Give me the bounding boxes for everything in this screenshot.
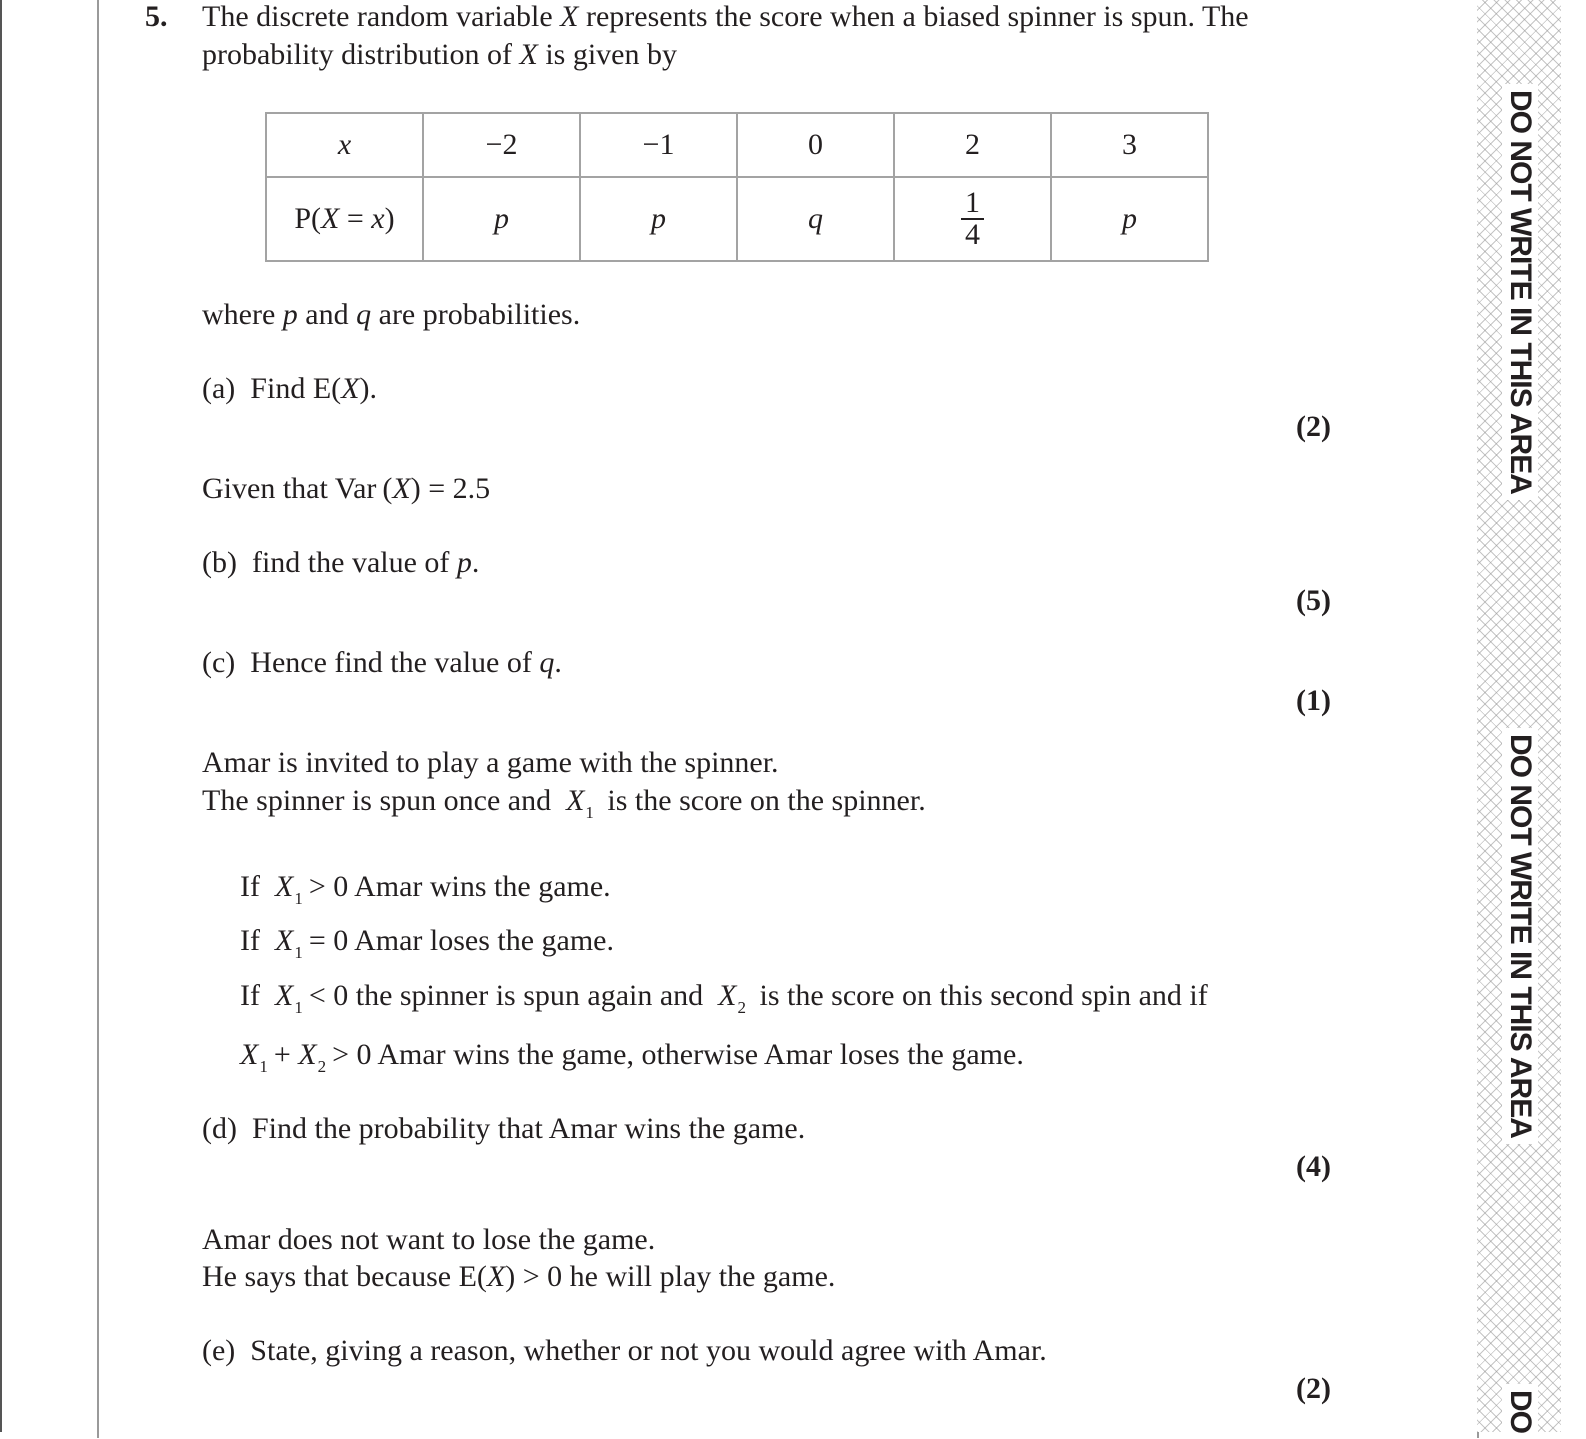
part-c: (c) Hence find the value of q. [202,646,562,679]
probability-table [265,112,1209,262]
amar-line2: He says that because E(X) > 0 he will play the game. [202,1260,836,1293]
table-header-prob: P(X = x) [266,177,423,261]
part-c-marks: (1) [1296,684,1331,717]
table-header-x: x [266,113,423,177]
question-intro-line1: The discrete random variable X represents the score when a biased spinner is spun. The [202,0,1249,33]
part-a-marks: (2) [1296,410,1331,443]
part-b: (b) find the value of p. [202,546,480,579]
game-rule-2: If $X_1 = 0$ Amar loses the game. [240,924,614,962]
table-cell: −2 [423,113,580,177]
part-a: (a) Find E(X). [202,372,377,405]
do-not-write-label: DO NOT WRITE IN THIS AREA [1502,84,1538,500]
fraction-one-quarter: $\frac{1}{4}$ [961,188,984,250]
amar-line1: Amar does not want to lose the game. [202,1223,656,1256]
table-cell: 2 [894,113,1051,177]
do-not-write-label: DO [1502,1384,1538,1439]
do-not-write-label: DO NOT WRITE IN THIS AREA [1502,728,1538,1144]
table-cell: p [1051,177,1208,261]
game-intro-line1: Amar is invited to play a game with the spinner. [202,746,779,779]
table-cell: q [737,177,894,261]
part-d-marks: (4) [1296,1150,1331,1183]
table-cell [894,177,1051,261]
part-b-marks: (5) [1296,584,1331,617]
part-e-marks: (2) [1296,1372,1331,1405]
table-cell: −1 [580,113,737,177]
table-cell: 3 [1051,113,1208,177]
part-d: (d) Find the probability that Amar wins the game. [202,1112,806,1145]
question-intro-line2: probability distribution of X is given by [202,38,677,71]
part-e: (e) State, giving a reason, whether or not you would agree with Amar. [202,1334,1047,1367]
table-row [266,113,1208,177]
table-cell: 0 [737,113,894,177]
table-cell: p [423,177,580,261]
game-rule-4: $X_1 + X_2 > 0$ Amar wins the game, otherwise Amar loses the game. [240,1038,1024,1076]
game-rule-1: If $X_1 > 0$ Amar wins the game. [240,870,611,908]
where-statement: where p and q are probabilities. [202,298,581,331]
game-rule-3: If $X_1 < 0$ the spinner is spun again and $X_2$ is the score on this second spin and if [240,979,1208,1017]
given-variance: Given that Var (X) = 2.5 [202,472,491,505]
page-left-edge [0,0,2,1432]
question-number: 5. [145,0,168,33]
table-row [266,177,1208,261]
game-intro-line2: The spinner is spun once and $X_1$ is the score on the spinner. [202,784,926,822]
table-cell: p [580,177,737,261]
